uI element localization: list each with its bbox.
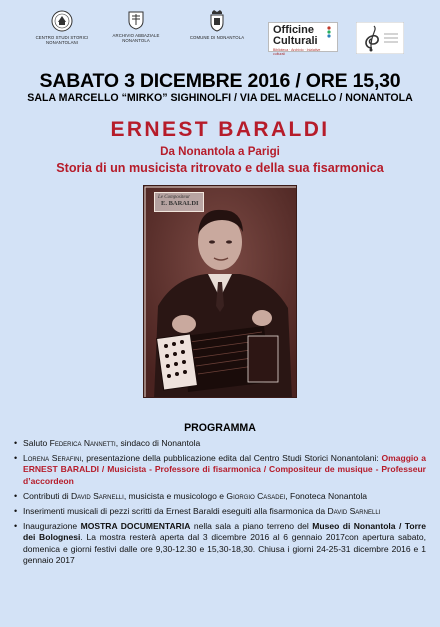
officine-line1: Officine: [273, 24, 314, 36]
item3-pre: Contributi di: [23, 490, 71, 501]
item2-highlight: Omaggio a ERNEST BARALDI / Musicista - Professore di fisarmonica / Compositeur de musique - Professeur d’accordeon: [23, 453, 426, 486]
music-school-logo: [356, 22, 404, 54]
comune-logo: [186, 10, 248, 40]
officine-culturali-logo: [268, 22, 338, 56]
subtitle-line1: Da Nonantola a Parigi: [160, 145, 280, 158]
item5-mid: nella sala a piano terreno del: [190, 520, 313, 531]
programma-item: [14, 491, 426, 502]
officine-subtitle: Biblioteca · Archivio · Iniziative culturali: [273, 48, 321, 56]
treble-clef-logo-icon: [356, 22, 404, 54]
centro-studi-logo: [26, 10, 98, 45]
archivio-shield-icon: [128, 10, 144, 30]
item3-mid: , musicista e musicologo e: [123, 490, 227, 501]
event-date: SABATO 3 DICEMBRE 2016 / ORE 15,30: [39, 70, 401, 92]
programma-item: [14, 453, 426, 487]
item3-name1: David Sarnelli: [70, 490, 124, 501]
programma-item: [14, 521, 426, 567]
officine-line2: Culturali: [273, 35, 318, 47]
programma-heading: PROGRAMMA: [184, 422, 256, 434]
item1-pre: Saluto: [23, 438, 50, 448]
item2-pre: , presentazione della pubblicazione edita dal Centro Studi Storici Nonantolani:: [81, 453, 382, 463]
item5-pre: Inaugurazione: [23, 520, 81, 531]
archivio-caption: ARCHIVIO ABBAZIALE NONANTOLA: [112, 33, 160, 43]
accordion-player-image: [144, 186, 297, 398]
programma-list: [14, 438, 426, 570]
item5-bold2: Museo di Nonantola / Torre dei Bolognesi: [23, 520, 426, 543]
item4-pre: Inserimenti musicali di pezzi scritti da Ernest Baraldi eseguiti alla fisarmonica da: [23, 505, 328, 516]
item1-post: , sindaco di Nonantola: [115, 438, 201, 448]
archivio-logo: [104, 10, 168, 43]
officine-dots-icon: [325, 26, 333, 38]
centro-studi-caption: CENTRO STUDI STORICI NONANTOLANI: [35, 35, 89, 45]
programma-item: [14, 506, 426, 517]
logo-bar: [0, 10, 440, 60]
centro-studi-emblem-icon: [51, 10, 73, 32]
item2-name: Lorena Serafini: [23, 453, 82, 463]
event-venue: SALA MARCELLO “MIRKO” SIGHINOLFI / VIA DEL MACELLO / NONANTOLA: [27, 92, 413, 104]
portrait-photo: [143, 185, 297, 398]
subtitle-line2: Storia di un musicista ritrovato e della sua fisarmonica: [56, 161, 384, 175]
item3-name2: Giorgio Casadei: [226, 490, 286, 501]
item4-name: David Sarnelli: [327, 505, 381, 516]
item1-name: Federica Nannetti: [49, 438, 116, 448]
item5-post: . La mostra resterà aperta dal 3 dicembre 2016 al 6 gennaio 2017con apertura sabato, domenica e giorni festivi dalle ore 9,30-12.30 e 15,30-18,30. Chiusa i giorni 24-25-31 dicembre 2016 e 1 gennaio 2017: [23, 532, 426, 566]
comune-caption: COMUNE DI NONANTOLA: [189, 35, 245, 40]
item3-post: , Fonoteca Nonantola: [285, 490, 368, 501]
main-title: ERNEST BARALDI: [110, 118, 330, 141]
photo-caption: [154, 192, 204, 212]
photo-caption-line2: E. BARALDI: [161, 200, 199, 207]
photo-caption-line1: Le Compositeur: [158, 195, 191, 200]
comune-crest-icon: [209, 10, 225, 32]
programma-item: [14, 438, 426, 449]
item5-bold1: MOSTRA DOCUMENTARIA: [80, 520, 191, 531]
